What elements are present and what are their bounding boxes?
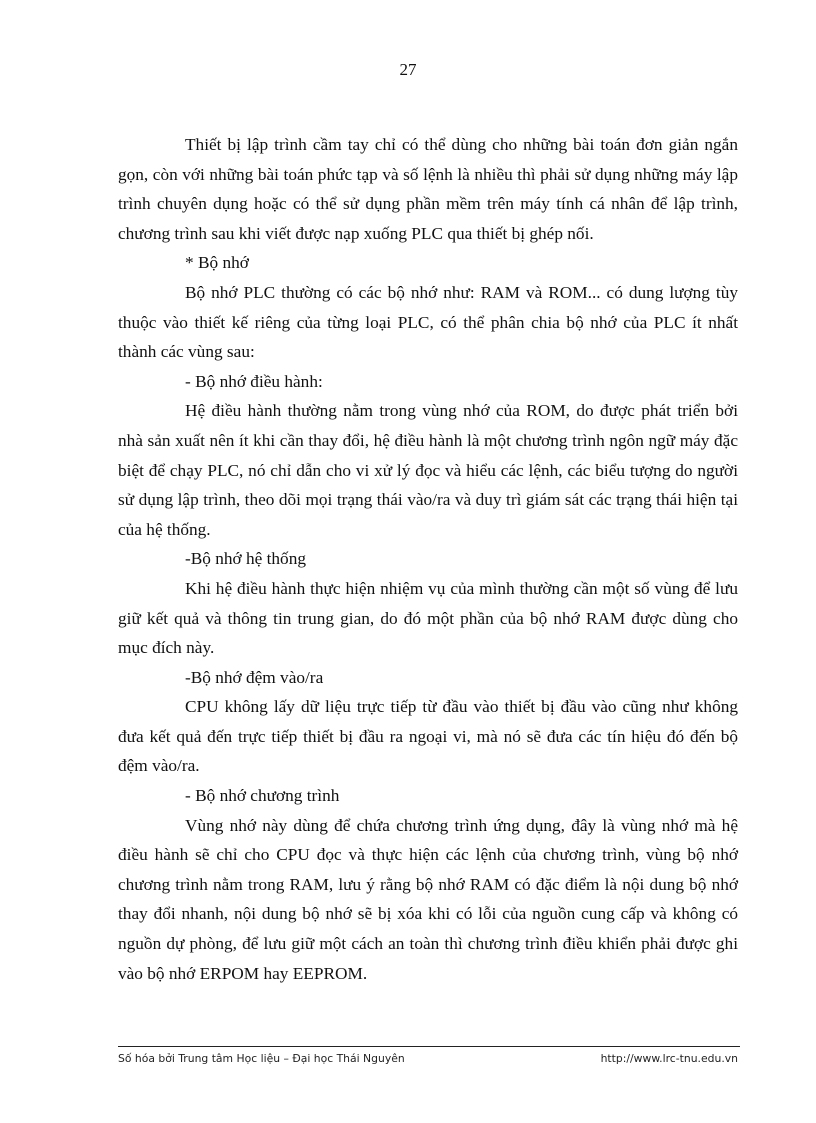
heading-io-buffer: -Bộ nhớ đệm vào/ra [185, 667, 324, 687]
paragraph-system-memory: Khi hệ điều hành thực hiện nhiệm vụ của mình thường cần một số vùng để lưu giữ kết quả và thông tin trung gian, do đó một phần của bộ nhớ RAM được dùng cho mục đích này. [118, 578, 738, 658]
heading-program-memory: - Bộ nhớ chương trình [185, 786, 340, 806]
paragraph-program-memory: Vùng nhớ này dùng để chứa chương trình ứng dụng, đây là vùng nhớ mà hệ điều hành sẽ chỉ cho CPU đọc và thực hiện các lệnh của chương trình, vùng bộ nhớ chương trình nằm trong RAM, lưu ý rằng bộ nhớ RAM có đặc điểm là nội dung bộ nhớ thay đổi nhanh, nội dung bộ nhớ sẽ bị xóa khi có lỗi của nguồn cung cấp và không có nguồn dự phòng, để lưu giữ một cách an toàn thì chương trình điều khiển phải được ghi vào bộ nhớ ERPOM hay EEPROM. [118, 815, 738, 983]
paragraph-io-buffer: CPU không lấy dữ liệu trực tiếp từ đầu vào thiết bị đầu vào cũng như không đưa kết quả đến trực tiếp thiết bị đầu ra ngoại vi, mà nó sẽ đưa các tín hiệu đó đến bộ đệm vào/ra. [118, 697, 738, 776]
paragraph-operating-system: Hệ điều hành thường nằm trong vùng nhớ của ROM, do được phát triển bởi nhà sản xuất nên ít khi cần thay đổi, hệ điều hành là một chương trình ngôn ngữ máy đặc biệt để chạy PLC, nó chỉ dẫn cho vi xử lý đọc và hiểu các lệnh, các biểu tượng do người sử dụng lập trình, theo dõi mọi trạng thái vào/ra và duy trì giám sát các trạng thái hiện tại của hệ thống. [118, 401, 738, 539]
paragraph-handheld-programmer: Thiết bị lập trình cầm tay chỉ có thể dùng cho những bài toán đơn giản ngắn gọn, còn với những bài toán phức tạp và số lệnh là nhiều thì phải sử dụng những máy lập trình chuyên dụng hoặc có thể sử dụng phần mềm trên máy tính cá nhân để lập trình, chương trình sau khi viết được nạp xuống PLC qua thiết bị ghép nối. [118, 135, 738, 243]
paragraph-plc-memory: Bộ nhớ PLC thường có các bộ nhớ như: RAM và ROM... có dung lượng tùy thuộc vào thiết kế riêng của từng loại PLC, có thể phân chia bộ nhớ của PLC ít nhất thành các vùng sau: [118, 282, 738, 362]
page-number: 27 [399, 60, 417, 79]
heading-system-memory: -Bộ nhớ hệ thống [185, 549, 306, 569]
page-body [118, 130, 738, 988]
footer-source-text: Số hóa bởi Trung tâm Học liệu – Đại học Thái Nguyên [118, 1052, 405, 1065]
heading-operating-memory: - Bộ nhớ điều hành: [185, 371, 323, 391]
footer-url: http://www.lrc-tnu.edu.vn [600, 1052, 738, 1065]
heading-memory: * Bộ nhớ [185, 253, 249, 273]
footer-divider [118, 1046, 740, 1047]
